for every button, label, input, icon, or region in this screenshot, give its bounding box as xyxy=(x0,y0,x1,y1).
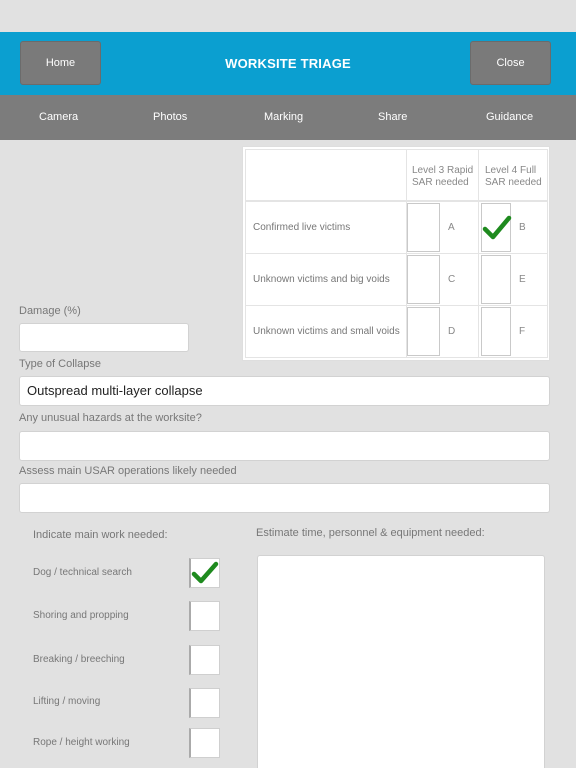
work-item-label: Shoring and propping xyxy=(33,610,129,621)
close-button[interactable]: Close xyxy=(470,41,551,85)
work-checkbox-shoring[interactable] xyxy=(189,601,220,631)
work-checkbox-rope[interactable] xyxy=(189,728,220,758)
work-item-label: Breaking / breeching xyxy=(33,654,125,665)
page-title: WORKSITE TRIAGE xyxy=(225,56,351,71)
checkbox-C[interactable] xyxy=(407,255,440,304)
row-label-big-voids: Unknown victims and big voids xyxy=(253,274,390,285)
grid-row-label-cell xyxy=(245,253,407,306)
hazards-label: Any unusual hazards at the worksite? xyxy=(19,412,202,424)
letter-B: B xyxy=(519,222,526,233)
grid-row-label-cell xyxy=(245,305,407,358)
work-item-label: Rope / height working xyxy=(33,737,130,748)
letter-C: C xyxy=(448,274,456,285)
grid-cell-B xyxy=(478,201,548,254)
collapse-input[interactable]: Outspread multi-layer collapse xyxy=(19,376,550,406)
status-bar xyxy=(0,0,576,32)
home-button[interactable]: Home xyxy=(20,41,101,85)
header-bar xyxy=(0,32,576,95)
damage-input[interactable] xyxy=(19,323,189,352)
checkbox-E[interactable] xyxy=(481,255,511,304)
triage-grid xyxy=(242,146,550,361)
operations-input[interactable] xyxy=(19,483,550,513)
toolbar-share[interactable]: Share xyxy=(378,111,408,123)
grid-cell-C xyxy=(406,253,479,306)
grid-header-level3 xyxy=(406,149,479,201)
work-item-label: Dog / technical search xyxy=(33,567,132,578)
grid-row-label-cell xyxy=(245,201,407,254)
toolbar-photos[interactable]: Photos xyxy=(153,111,188,123)
hazards-input[interactable] xyxy=(19,431,550,461)
checkbox-F[interactable] xyxy=(481,307,511,356)
checkbox-A[interactable] xyxy=(407,203,440,252)
level4-header-label: Level 4 Full SAR needed xyxy=(485,165,542,188)
estimate-label: Estimate time, personnel & equipment needed: xyxy=(256,527,485,539)
row-label-small-voids: Unknown victims and small voids xyxy=(253,326,400,337)
toolbar xyxy=(0,95,576,140)
main-content xyxy=(0,140,576,768)
checkbox-B[interactable] xyxy=(481,203,511,252)
estimate-textarea[interactable] xyxy=(257,555,545,768)
work-checkbox-breaking[interactable] xyxy=(189,645,220,675)
checkbox-D[interactable] xyxy=(407,307,440,356)
letter-A: A xyxy=(448,222,455,233)
work-item-label: Lifting / moving xyxy=(33,696,101,707)
row-label-confirmed-live: Confirmed live victims xyxy=(253,222,351,233)
grid-cell-A xyxy=(406,201,479,254)
work-checkbox-lifting[interactable] xyxy=(189,688,220,718)
operations-label: Assess main USAR operations likely needed xyxy=(19,465,237,477)
grid-cell-E xyxy=(478,253,548,306)
grid-header-level4 xyxy=(478,149,548,201)
collapse-label: Type of Collapse xyxy=(19,358,101,370)
grid-corner xyxy=(245,149,407,201)
toolbar-marking[interactable]: Marking xyxy=(264,111,304,123)
checkmark-icon xyxy=(191,560,219,587)
grid-cell-D xyxy=(406,305,479,358)
work-checkbox-dog-search[interactable] xyxy=(189,558,220,588)
toolbar-guidance[interactable]: Guidance xyxy=(486,111,534,123)
work-title: Indicate main work needed: xyxy=(33,529,168,541)
checkmark-icon xyxy=(482,213,512,243)
letter-E: E xyxy=(519,274,526,285)
toolbar-camera[interactable]: Camera xyxy=(39,111,79,123)
grid-cell-F xyxy=(478,305,548,358)
letter-D: D xyxy=(448,326,456,337)
damage-label: Damage (%) xyxy=(19,305,81,317)
letter-F: F xyxy=(519,326,526,337)
level3-header-label: Level 3 Rapid SAR needed xyxy=(412,165,474,188)
